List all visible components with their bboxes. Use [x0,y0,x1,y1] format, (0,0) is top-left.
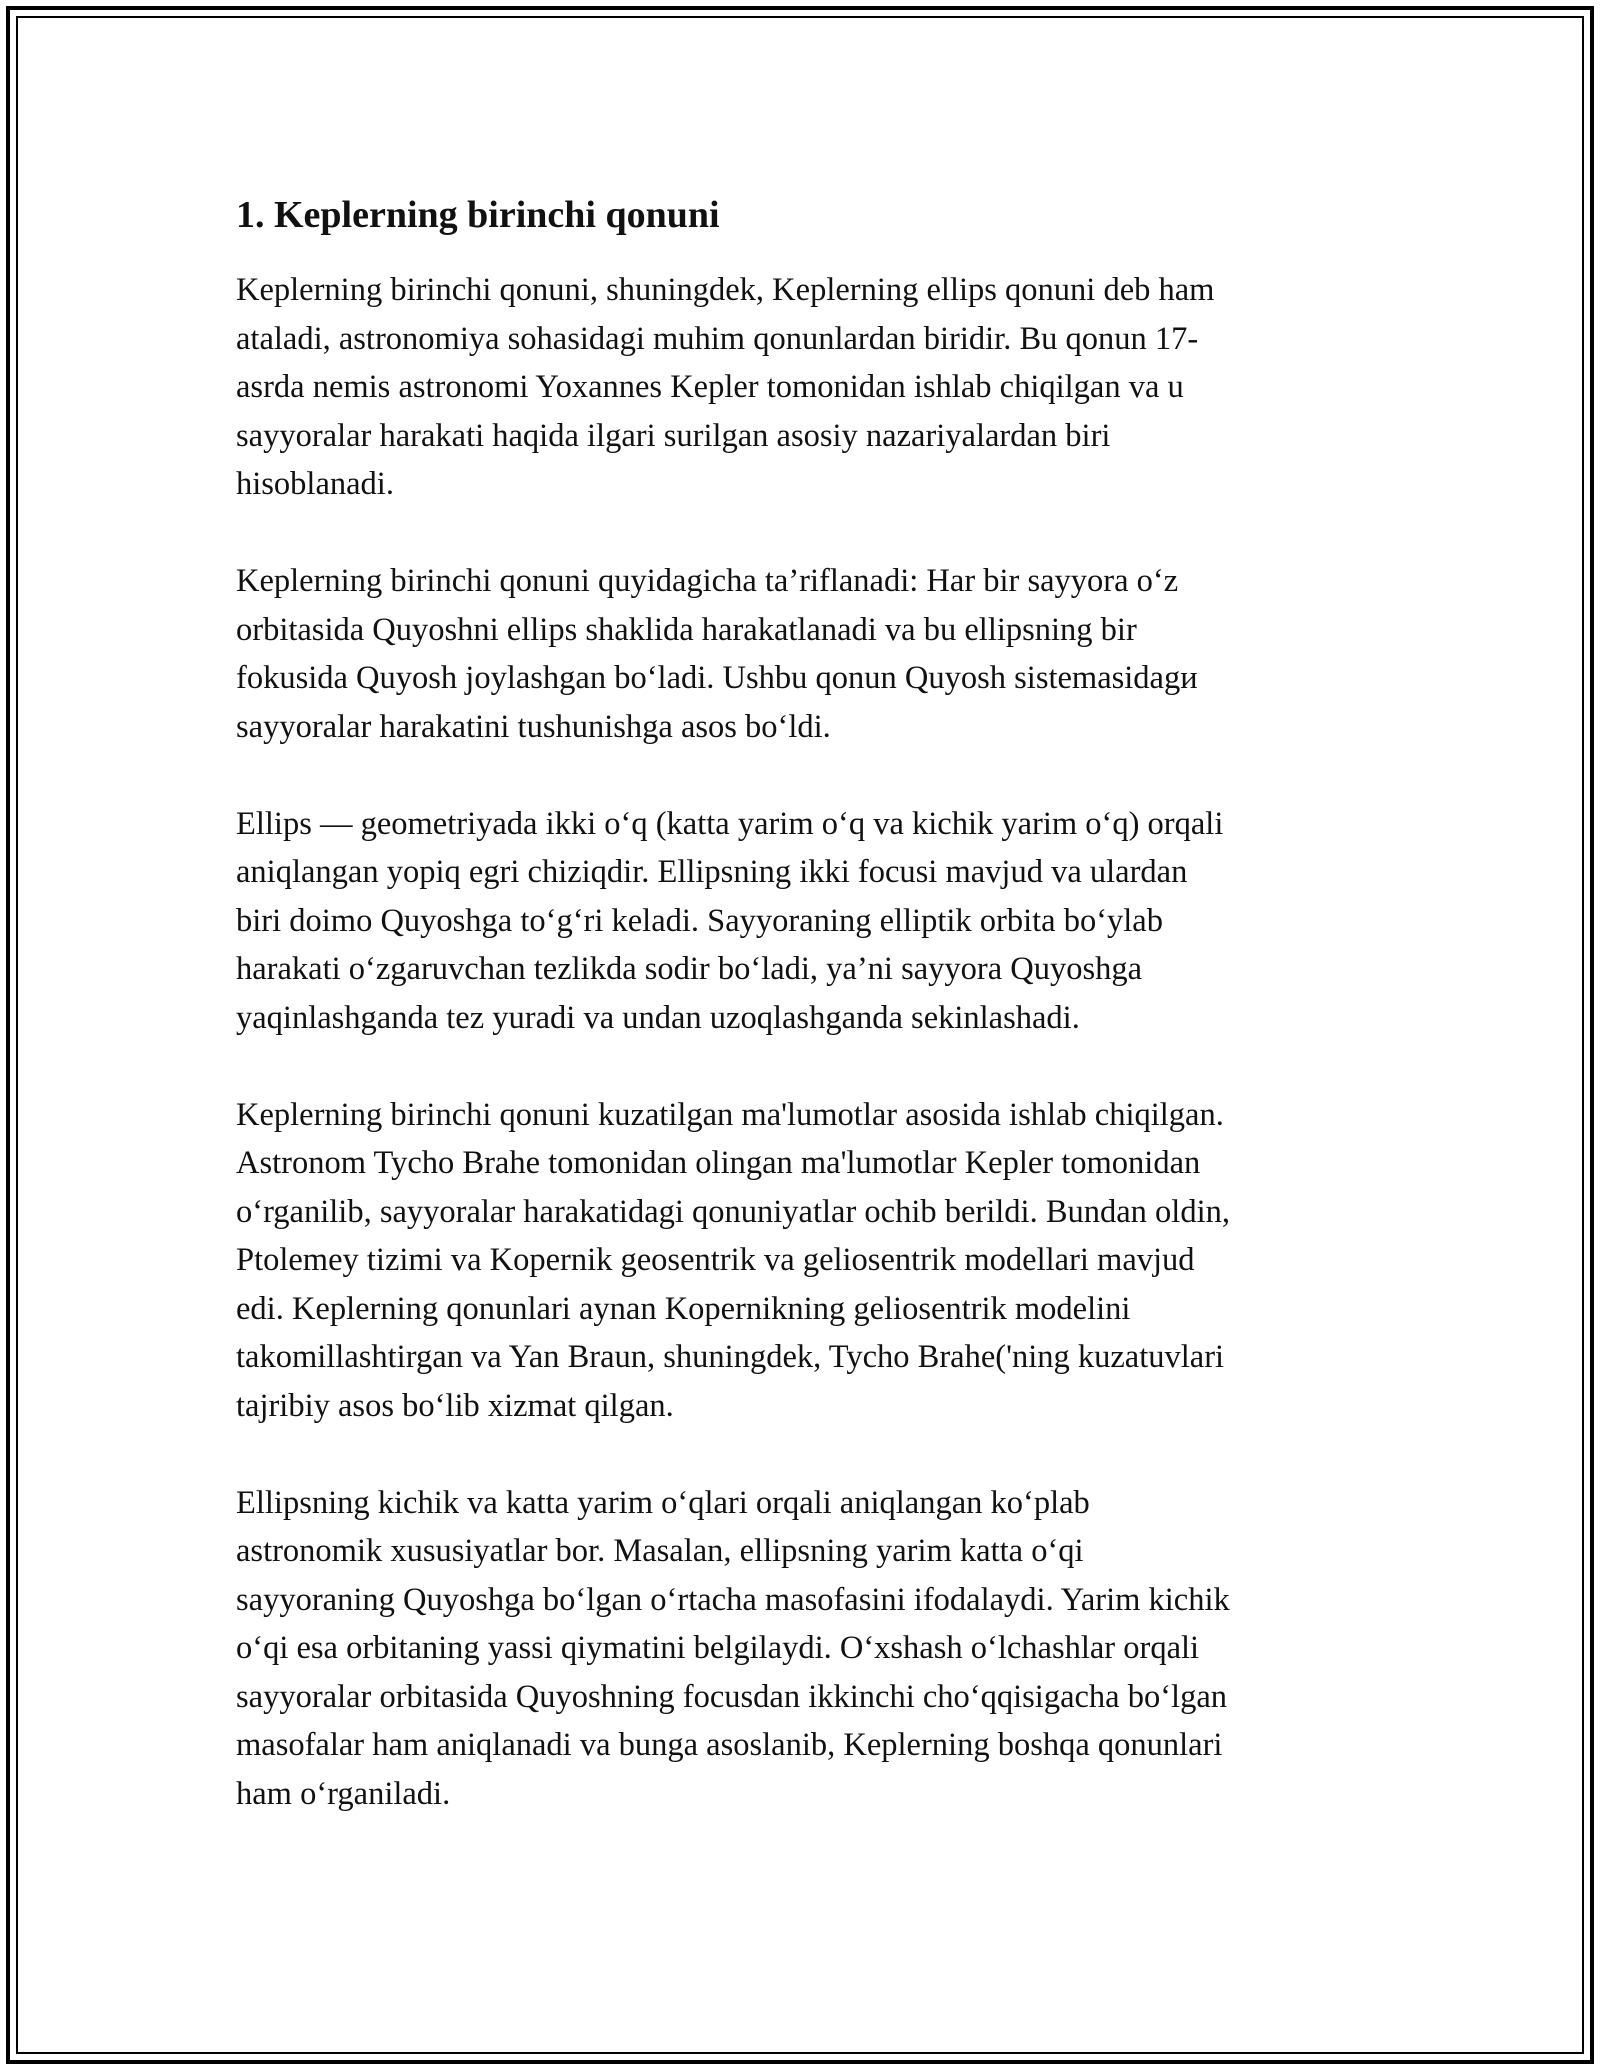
text-line: sayyoralar orbitasida Quyoshning focusdan ikkinchi cho‘qqisigacha bo‘lgan [236,1678,1227,1715]
text-line: orbitasida Quyoshni ellips shaklida harakatlanadi va bu ellipsning bir [236,611,1137,648]
text-line: harakati o‘zgaruvchan tezlikda sodir bo‘ladi, ya’ni sayyora Quyoshga [236,951,1143,987]
text-line: asrda nemis astronomi Yoxannes Kepler tomonidan ishlab chiqilgan va u [236,369,1184,405]
text-line: Ptolemey tizimi va Kopernik geosentrik va geliosentrik modellari mavjud [236,1242,1195,1278]
text-line: Keplerning birinchi qonuni quyidagicha ta’riflanadi: Har bir sayyora o‘z [236,563,1179,599]
text-line: Keplerning birinchi qonuni, shuningdek, Keplerning ellips qonuni deb ham [236,272,1215,308]
text-line: yaqinlashganda tez yuradi va undan uzoqlashganda sekinlashadi. [236,999,1080,1036]
paragraph-2 [236,557,1376,751]
text-line: hisoblanadi. [236,466,394,502]
paragraph-1 [236,266,1376,509]
text-line: masofalar ham aniqlanadi va bunga asoslanib, Keplerning boshqa qonunlari [236,1727,1223,1763]
text-line: Keplerning birinchi qonuni kuzatilgan ma'lumotlar asosida ishlab chiqilgan. [236,1096,1224,1133]
text-line: o‘rganilib, sayyoralar harakatidagi qonuniyatlar ochib berildi. Bundan oldin, [236,1193,1230,1230]
text-line: ataladi, astronomiya sohasidagi muhim qonunlardan biridir. Bu qonun 17- [236,320,1199,357]
text-line: ham o‘rganiladi. [236,1775,451,1812]
paragraph-5 [236,1479,1376,1819]
text-line: takomillashtirgan va Yan Braun, shuningdek, Tycho Brahe('ning kuzatuvlari [236,1339,1225,1375]
text-line: Ellips — geometriyada ikki o‘q (katta yarim o‘q va kichik yarim o‘q) orqali [236,805,1224,842]
text-line: tajribiy asos bo‘lib xizmat qilgan. [236,1387,674,1424]
text-line: Ellipsning kichik va katta yarim o‘qlari orqali aniqlangan ko‘plab [236,1484,1090,1521]
paragraph-3 [236,800,1376,1043]
text-line: edi. Keplerning qonunlari aynan Kopernikning geliosentrik modelini [236,1290,1131,1327]
text-line: biri doimo Quyoshga to‘g‘ri keladi. Sayyoraning elliptik orbita bo‘ylab [236,902,1163,939]
text-line: o‘qi esa orbitaning yassi qiymatini belgilaydi. O‘xshash o‘lchashlar orqali [236,1630,1200,1666]
text-line: sayyoralar harakatini tushunishga asos bo‘ldi. [236,708,831,745]
paragraph-4 [236,1091,1376,1431]
text-line: sayyoralar harakati haqida ilgari surilgan asosiy nazariyalardan biri [236,417,1111,454]
text-line: Astronom Tycho Brahe tomonidan olingan ma'lumotlar Kepler tomonidan [236,1145,1201,1181]
section-heading: 1. Keplerning birinchi qonuni [236,194,720,236]
text-line: sayyoraning Quyoshga bo‘lgan o‘rtacha masofasini ifodalaydi. Yarim kichik [236,1581,1230,1618]
text-line: astronomik xususiyatlar bor. Masalan, ellipsning yarim katta o‘qi [236,1533,1084,1569]
document-body [236,190,1376,1867]
text-line: aniqlangan yopiq egri chiziqdir. Ellipsning ikki focusi mavjud va ulardan [236,854,1188,890]
text-line: fokusida Quyosh joylashgan bo‘ladi. Ushbu qonun Quyosh sistemasidagи [236,660,1198,696]
